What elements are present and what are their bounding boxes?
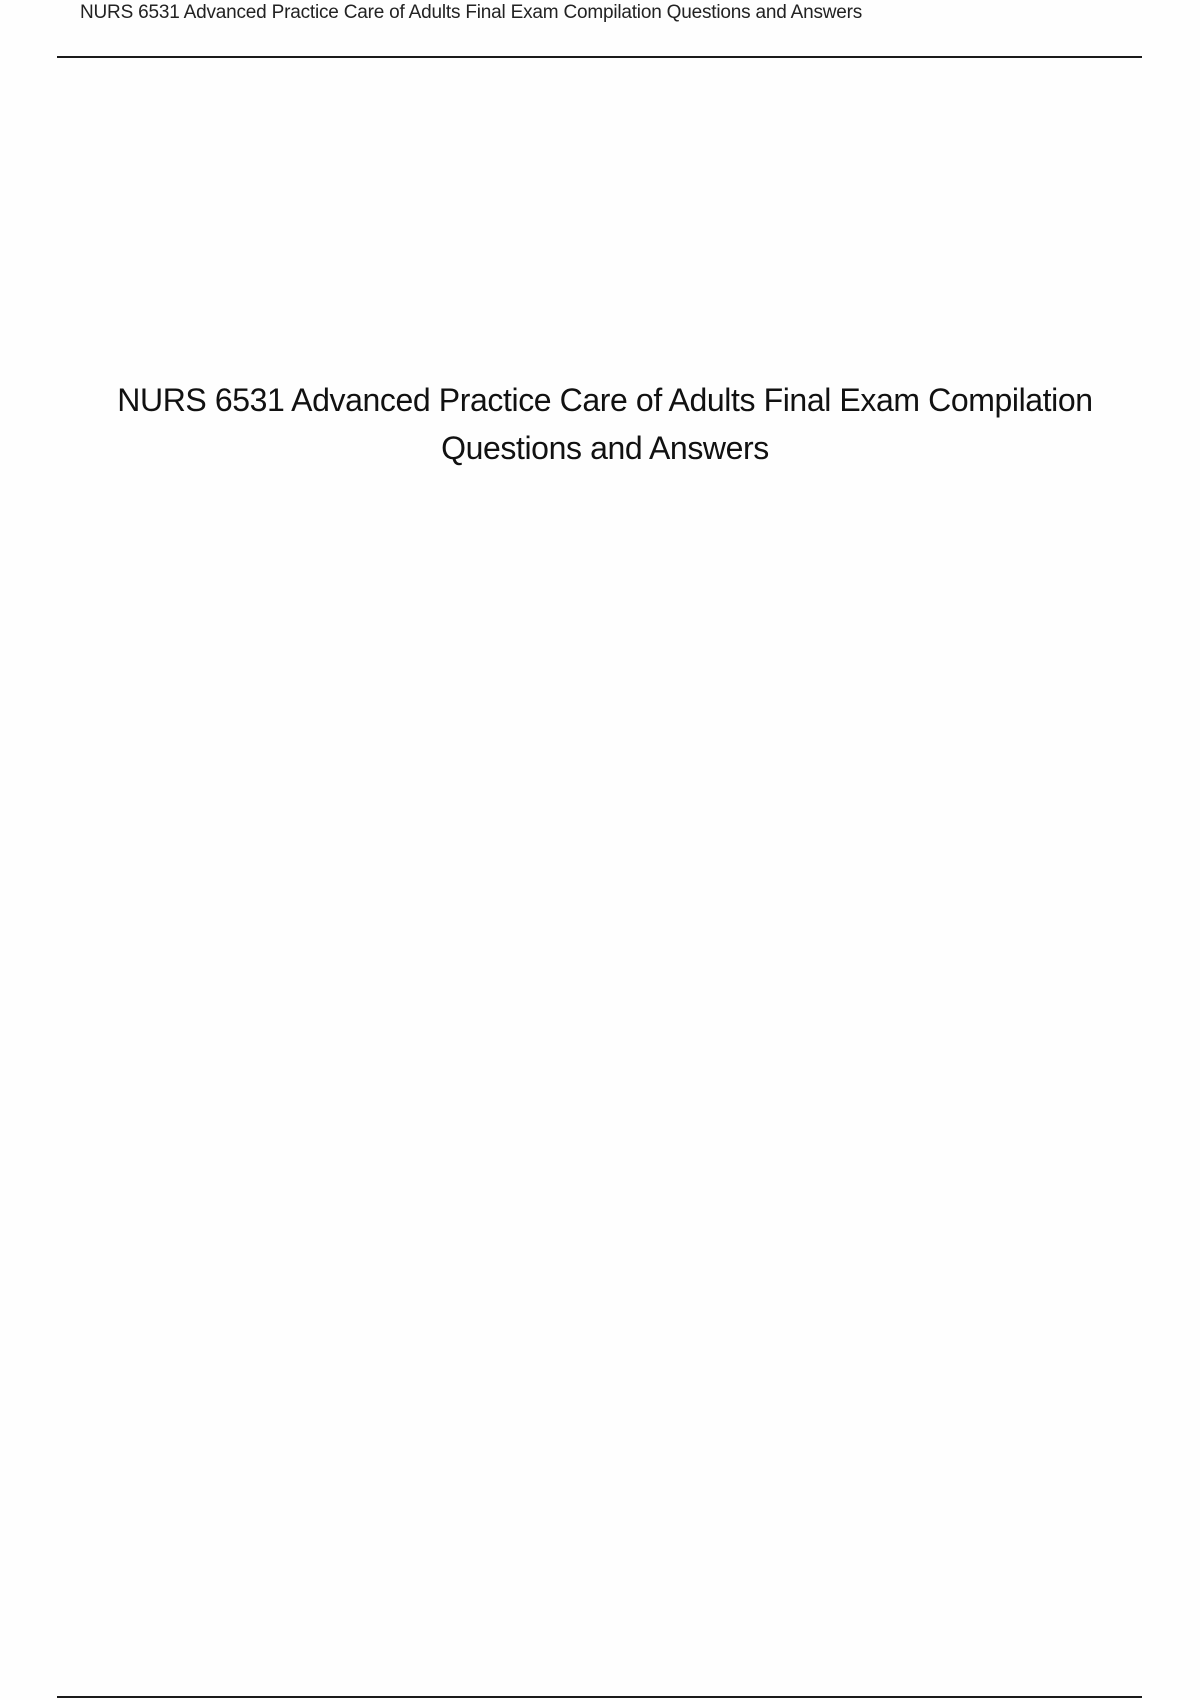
document-title: NURS 6531 Advanced Practice Care of Adults Final Exam Compilation Questions and Answers <box>117 382 1093 466</box>
header-divider <box>57 56 1142 58</box>
footer-divider <box>57 1696 1142 1698</box>
running-header: NURS 6531 Advanced Practice Care of Adults Final Exam Compilation Questions and Answers <box>80 2 863 23</box>
